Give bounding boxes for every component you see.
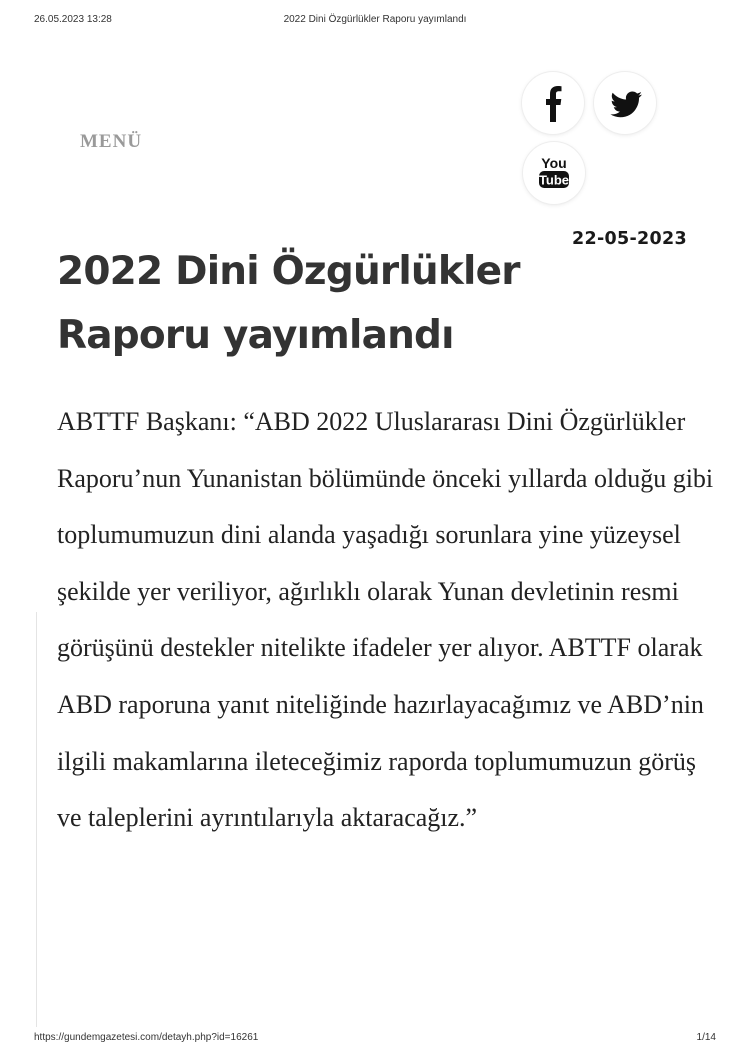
facebook-icon bbox=[522, 72, 584, 134]
left-divider bbox=[36, 612, 37, 1027]
article-title: 2022 Dini Özgürlükler Raporu yayımlandı bbox=[57, 249, 520, 358]
youtube-link[interactable] bbox=[523, 142, 585, 204]
print-footer bbox=[0, 1032, 750, 1048]
print-url: https://gundemgazetesi.com/detayh.php?id=16261 bbox=[34, 1032, 259, 1043]
youtube-icon bbox=[523, 142, 585, 204]
twitter-icon bbox=[594, 72, 656, 134]
article-date: 22-05-2023 bbox=[572, 229, 687, 249]
twitter-link[interactable] bbox=[594, 72, 656, 134]
print-header bbox=[0, 14, 750, 30]
print-datetime: 26.05.2023 13:28 bbox=[34, 14, 112, 25]
print-page-number: 1/14 bbox=[696, 1032, 716, 1043]
print-page-title: 2022 Dini Özgürlükler Raporu yayımlandı bbox=[283, 14, 467, 25]
youtube-text-tube: Tube bbox=[538, 172, 570, 188]
article-body: ABTTF Başkanı: “ABD 2022 Uluslararası Dini Özgürlükler Raporu’nun Yunanistan bölümünde önceki yıllarda olduğu gibi toplumumuzun dini alanda yaşadığı sorunlara yine yüzeysel şekilde yer veriliyor, ağırlıklı olarak Yunan devletinin resmi görüşünü destekler nitelikte ifadeler yer alıyor. ABTTF olarak ABD raporuna yanıt niteliğinde hazırlayacağımız ve ABD’nin ilgili makamlarına ileteceğimiz raporda toplumumuzun görüş ve taleplerini ayrıntılarıyla aktaracağız.” bbox=[57, 407, 714, 833]
menu-button[interactable]: MENÜ bbox=[80, 131, 143, 152]
youtube-text-you: You bbox=[541, 155, 567, 171]
facebook-link[interactable] bbox=[522, 72, 584, 134]
